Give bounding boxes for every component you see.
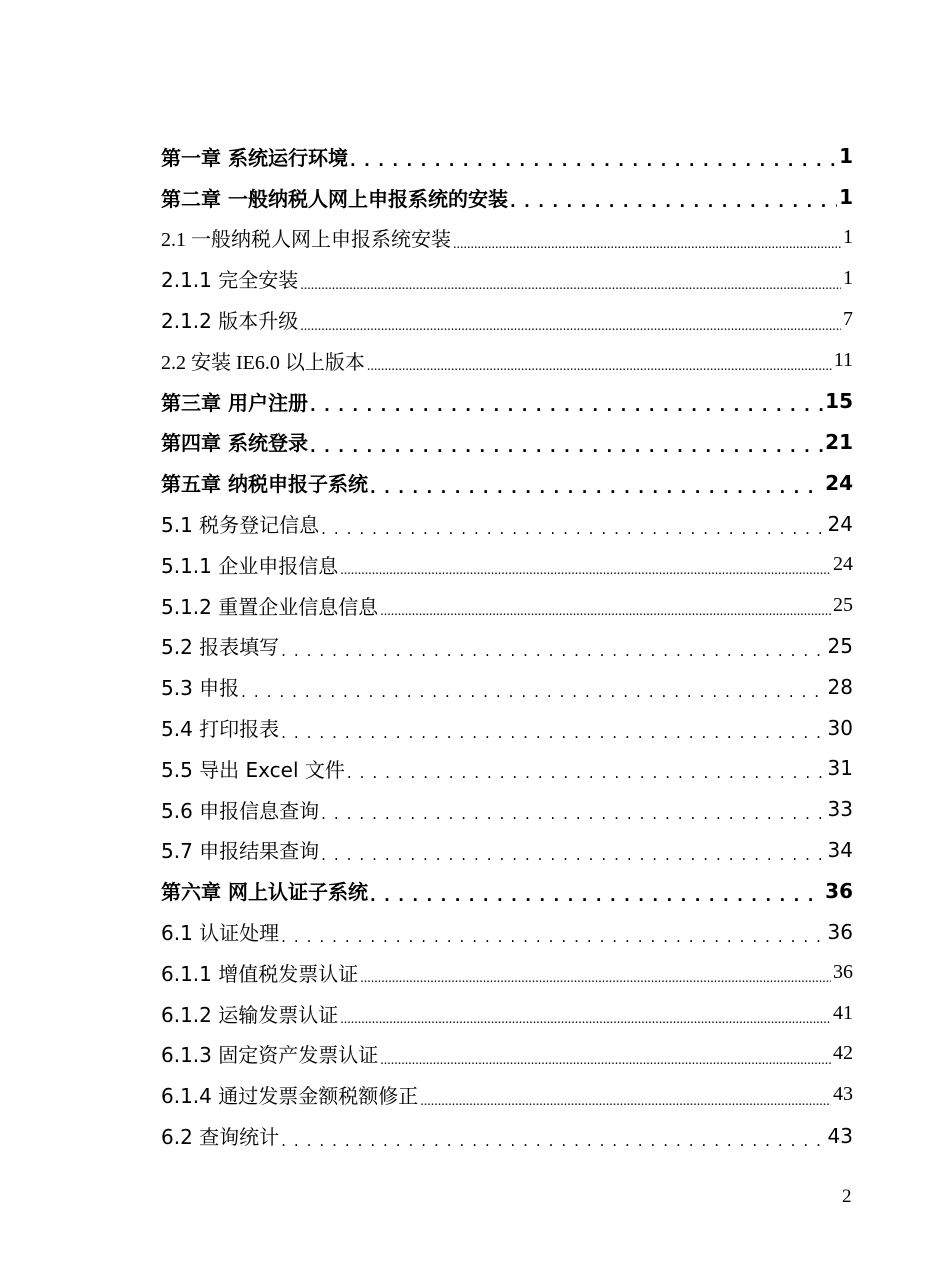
toc-entry-title: 第四章 系统登录: [161, 431, 308, 456]
toc-dot-leader: [420, 1091, 831, 1109]
toc-chapter-entry[interactable]: [161, 177, 853, 218]
toc-dot-leader: [310, 438, 823, 456]
toc-entry[interactable]: [161, 585, 853, 626]
toc-dot-leader: [281, 1132, 825, 1150]
toc-entry[interactable]: [161, 299, 853, 340]
toc-dot-leader: [370, 887, 823, 905]
toc-dot-leader: [321, 520, 825, 538]
toc-entry-page-number: 1: [843, 267, 853, 290]
toc-entry-page-number: 25: [833, 593, 853, 616]
toc-entry[interactable]: [161, 830, 853, 871]
toc-entry-title: 5.1.1 企业申报信息: [161, 553, 339, 578]
toc-dot-leader: [241, 683, 825, 701]
toc-entry-page-number: 7: [843, 308, 853, 331]
toc-entry-title: 5.1 税务登记信息: [161, 513, 320, 538]
toc-entry-title: 第六章 网上认证子系统: [161, 880, 368, 905]
toc-entry-page-number: 43: [827, 1123, 853, 1148]
toc-entry[interactable]: [161, 626, 853, 667]
toc-chapter-entry[interactable]: [161, 462, 853, 503]
toc-entry[interactable]: [161, 1115, 853, 1156]
toc-dot-leader: [380, 601, 831, 619]
toc-dot-leader: [321, 805, 825, 823]
toc-entry-title: 2.2 安装 IE6.0 以上版本: [161, 351, 365, 374]
toc-dot-leader: [340, 1009, 831, 1027]
toc-dot-leader: [367, 356, 832, 374]
toc-entry-title: 第五章 纳税申报子系统: [161, 472, 368, 497]
toc-entry-page-number: 36: [825, 878, 853, 903]
toc-entry[interactable]: [161, 218, 853, 259]
toc-entry-page-number: 31: [827, 756, 853, 781]
toc-dot-leader: [453, 234, 841, 252]
toc-chapter-entry[interactable]: [161, 870, 853, 911]
toc-entry-page-number: 24: [825, 470, 853, 495]
toc-entry-title: 6.1.1 增值税发票认证: [161, 961, 359, 986]
toc-entry-title: 5.3 申报: [161, 676, 240, 701]
toc-chapter-entry[interactable]: [161, 422, 853, 463]
toc-entry-page-number: 30: [827, 715, 853, 740]
toc-dot-leader: [370, 479, 823, 497]
toc-entry[interactable]: [161, 544, 853, 585]
toc-chapter-entry[interactable]: [161, 381, 853, 422]
toc-entry[interactable]: [161, 993, 853, 1034]
toc-entry[interactable]: [161, 1034, 853, 1075]
toc-entry[interactable]: [161, 666, 853, 707]
toc-dot-leader: [281, 642, 825, 660]
toc-entry-page-number: 33: [827, 797, 853, 822]
toc-entry-page-number: 34: [827, 837, 853, 862]
toc-entry-title: 6.1.3 固定资产发票认证: [161, 1043, 379, 1068]
toc-entry-page-number: 24: [827, 511, 853, 536]
toc-dot-leader: [281, 724, 825, 742]
toc-entry-page-number: 1: [843, 226, 853, 249]
toc-entry-title: 5.6 申报信息查询: [161, 798, 320, 823]
toc-entry[interactable]: [161, 340, 853, 381]
toc-entry-page-number: 25: [827, 633, 853, 658]
toc-entry-title: 6.1.2 运输发票认证: [161, 1002, 339, 1027]
toc-entry-title: 5.5 导出 Excel 文件: [161, 757, 345, 782]
toc-entry-title: 5.4 打印报表: [161, 717, 280, 742]
toc-entry-title: 第二章 一般纳税人网上申报系统的安装: [161, 186, 508, 211]
toc-entry-title: 2.1 一般纳税人网上申报系统安装: [161, 229, 451, 252]
toc-entry-title: 6.1 认证处理: [161, 921, 280, 946]
toc-entry-page-number: 36: [827, 919, 853, 944]
toc-entry[interactable]: [161, 258, 853, 299]
table-of-contents: [161, 136, 853, 1156]
toc-chapter-entry[interactable]: [161, 136, 853, 177]
page-number: 2: [842, 1186, 852, 1207]
toc-dot-leader: [360, 968, 831, 986]
toc-dot-leader: [347, 764, 826, 782]
toc-entry-page-number: 41: [833, 1001, 853, 1024]
toc-entry-page-number: 24: [833, 552, 853, 575]
toc-entry[interactable]: [161, 952, 853, 993]
toc-entry-page-number: 15: [825, 389, 853, 414]
toc-entry[interactable]: [161, 911, 853, 952]
toc-entry-page-number: 1: [839, 185, 853, 210]
toc-entry[interactable]: [161, 748, 853, 789]
toc-entry-page-number: 11: [833, 348, 853, 371]
toc-dot-leader: [300, 316, 841, 334]
toc-entry-page-number: 1: [839, 144, 853, 169]
toc-dot-leader: [281, 928, 825, 946]
toc-entry[interactable]: [161, 1074, 853, 1115]
toc-dot-leader: [340, 560, 831, 578]
toc-entry[interactable]: [161, 789, 853, 830]
toc-entry-title: 5.1.2 重置企业信息信息: [161, 594, 379, 619]
toc-entry-title: 2.1.1 完全安装: [161, 268, 299, 293]
toc-entry-title: 6.2 查询统计: [161, 1125, 280, 1150]
toc-dot-leader: [310, 397, 823, 415]
toc-dot-leader: [300, 275, 841, 293]
toc-dot-leader: [321, 846, 825, 864]
toc-entry-title: 第三章 用户注册: [161, 390, 308, 415]
toc-entry-page-number: 42: [833, 1042, 853, 1065]
toc-entry-title: 2.1.2 版本升级: [161, 309, 299, 334]
toc-entry-title: 5.2 报表填写: [161, 635, 280, 660]
toc-entry-title: 5.7 申报结果查询: [161, 839, 320, 864]
toc-entry-page-number: 21: [825, 429, 853, 454]
toc-entry-title: 第一章 系统运行环境: [161, 145, 348, 170]
toc-entry-page-number: 36: [833, 960, 853, 983]
toc-dot-leader: [510, 193, 837, 211]
toc-entry-page-number: 28: [827, 674, 853, 699]
toc-entry-title: 6.1.4 通过发票金额税额修正: [161, 1084, 419, 1109]
toc-dot-leader: [380, 1050, 831, 1068]
toc-entry[interactable]: [161, 503, 853, 544]
toc-dot-leader: [350, 152, 837, 170]
toc-entry[interactable]: [161, 707, 853, 748]
toc-entry-page-number: 43: [833, 1083, 853, 1106]
